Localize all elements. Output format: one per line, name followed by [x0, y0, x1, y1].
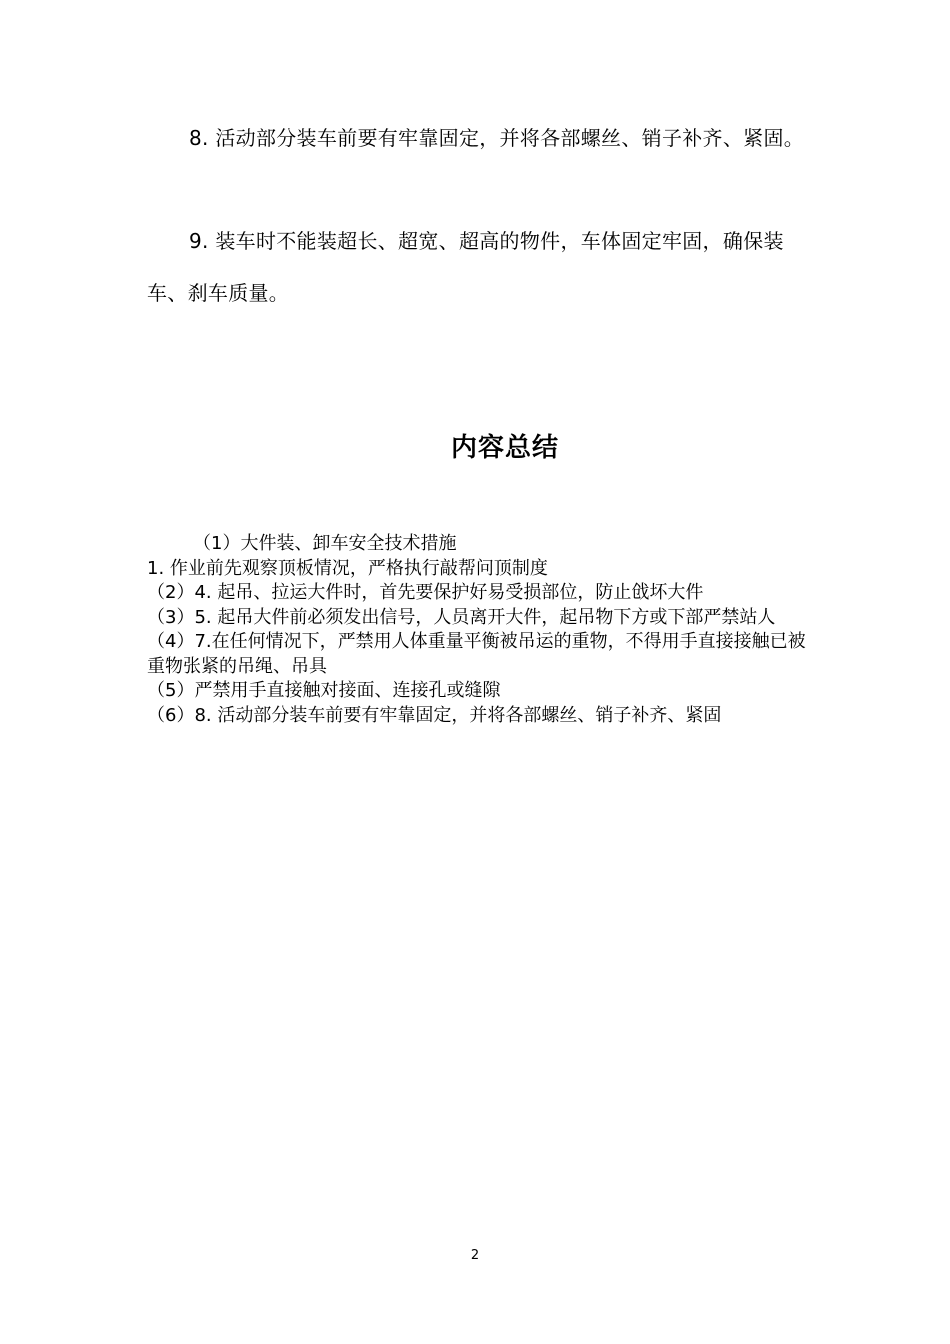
summary-line: （4）7.在任何情况下，严禁用人体重量平衡被吊运的重物，不得用手直接接触已被重物张紧的吊绳、吊具 — [147, 631, 806, 677]
summary-line: （5）严禁用手直接触对接面、连接孔或缝隙 — [147, 680, 501, 701]
summary-line: （6）8. 活动部分装车前要有牢靠固定，并将各部螺丝、销子补齐、紧固 — [147, 704, 722, 726]
summary-line: （1）大件装、卸车安全技术措施 — [193, 533, 457, 554]
summary-line: （2）4. 起吊、拉运大件时，首先要保护好易受损部位，防止戗坏大件 — [147, 582, 704, 603]
body-paragraph-9: 9. 装车时不能装超长、超宽、超高的物件，车体固定牢固，确保装车、刹车质量。 — [147, 229, 784, 305]
page-number: 2 — [470, 1248, 480, 1263]
body-paragraph-8: 8. 活动部分装车前要有牢靠固定，并将各部螺丝、销子补齐、紧固。 — [189, 126, 805, 150]
summary-line: （3）5. 起吊大件前必须发出信号，人员离开大件，起吊物下方或下部严禁站人 — [147, 606, 776, 628]
summary-list — [147, 532, 807, 728]
summary-title: 内容总结 — [450, 433, 559, 463]
summary-line: 1. 作业前先观察顶板情况，严格执行敲帮问顶制度 — [147, 557, 548, 579]
